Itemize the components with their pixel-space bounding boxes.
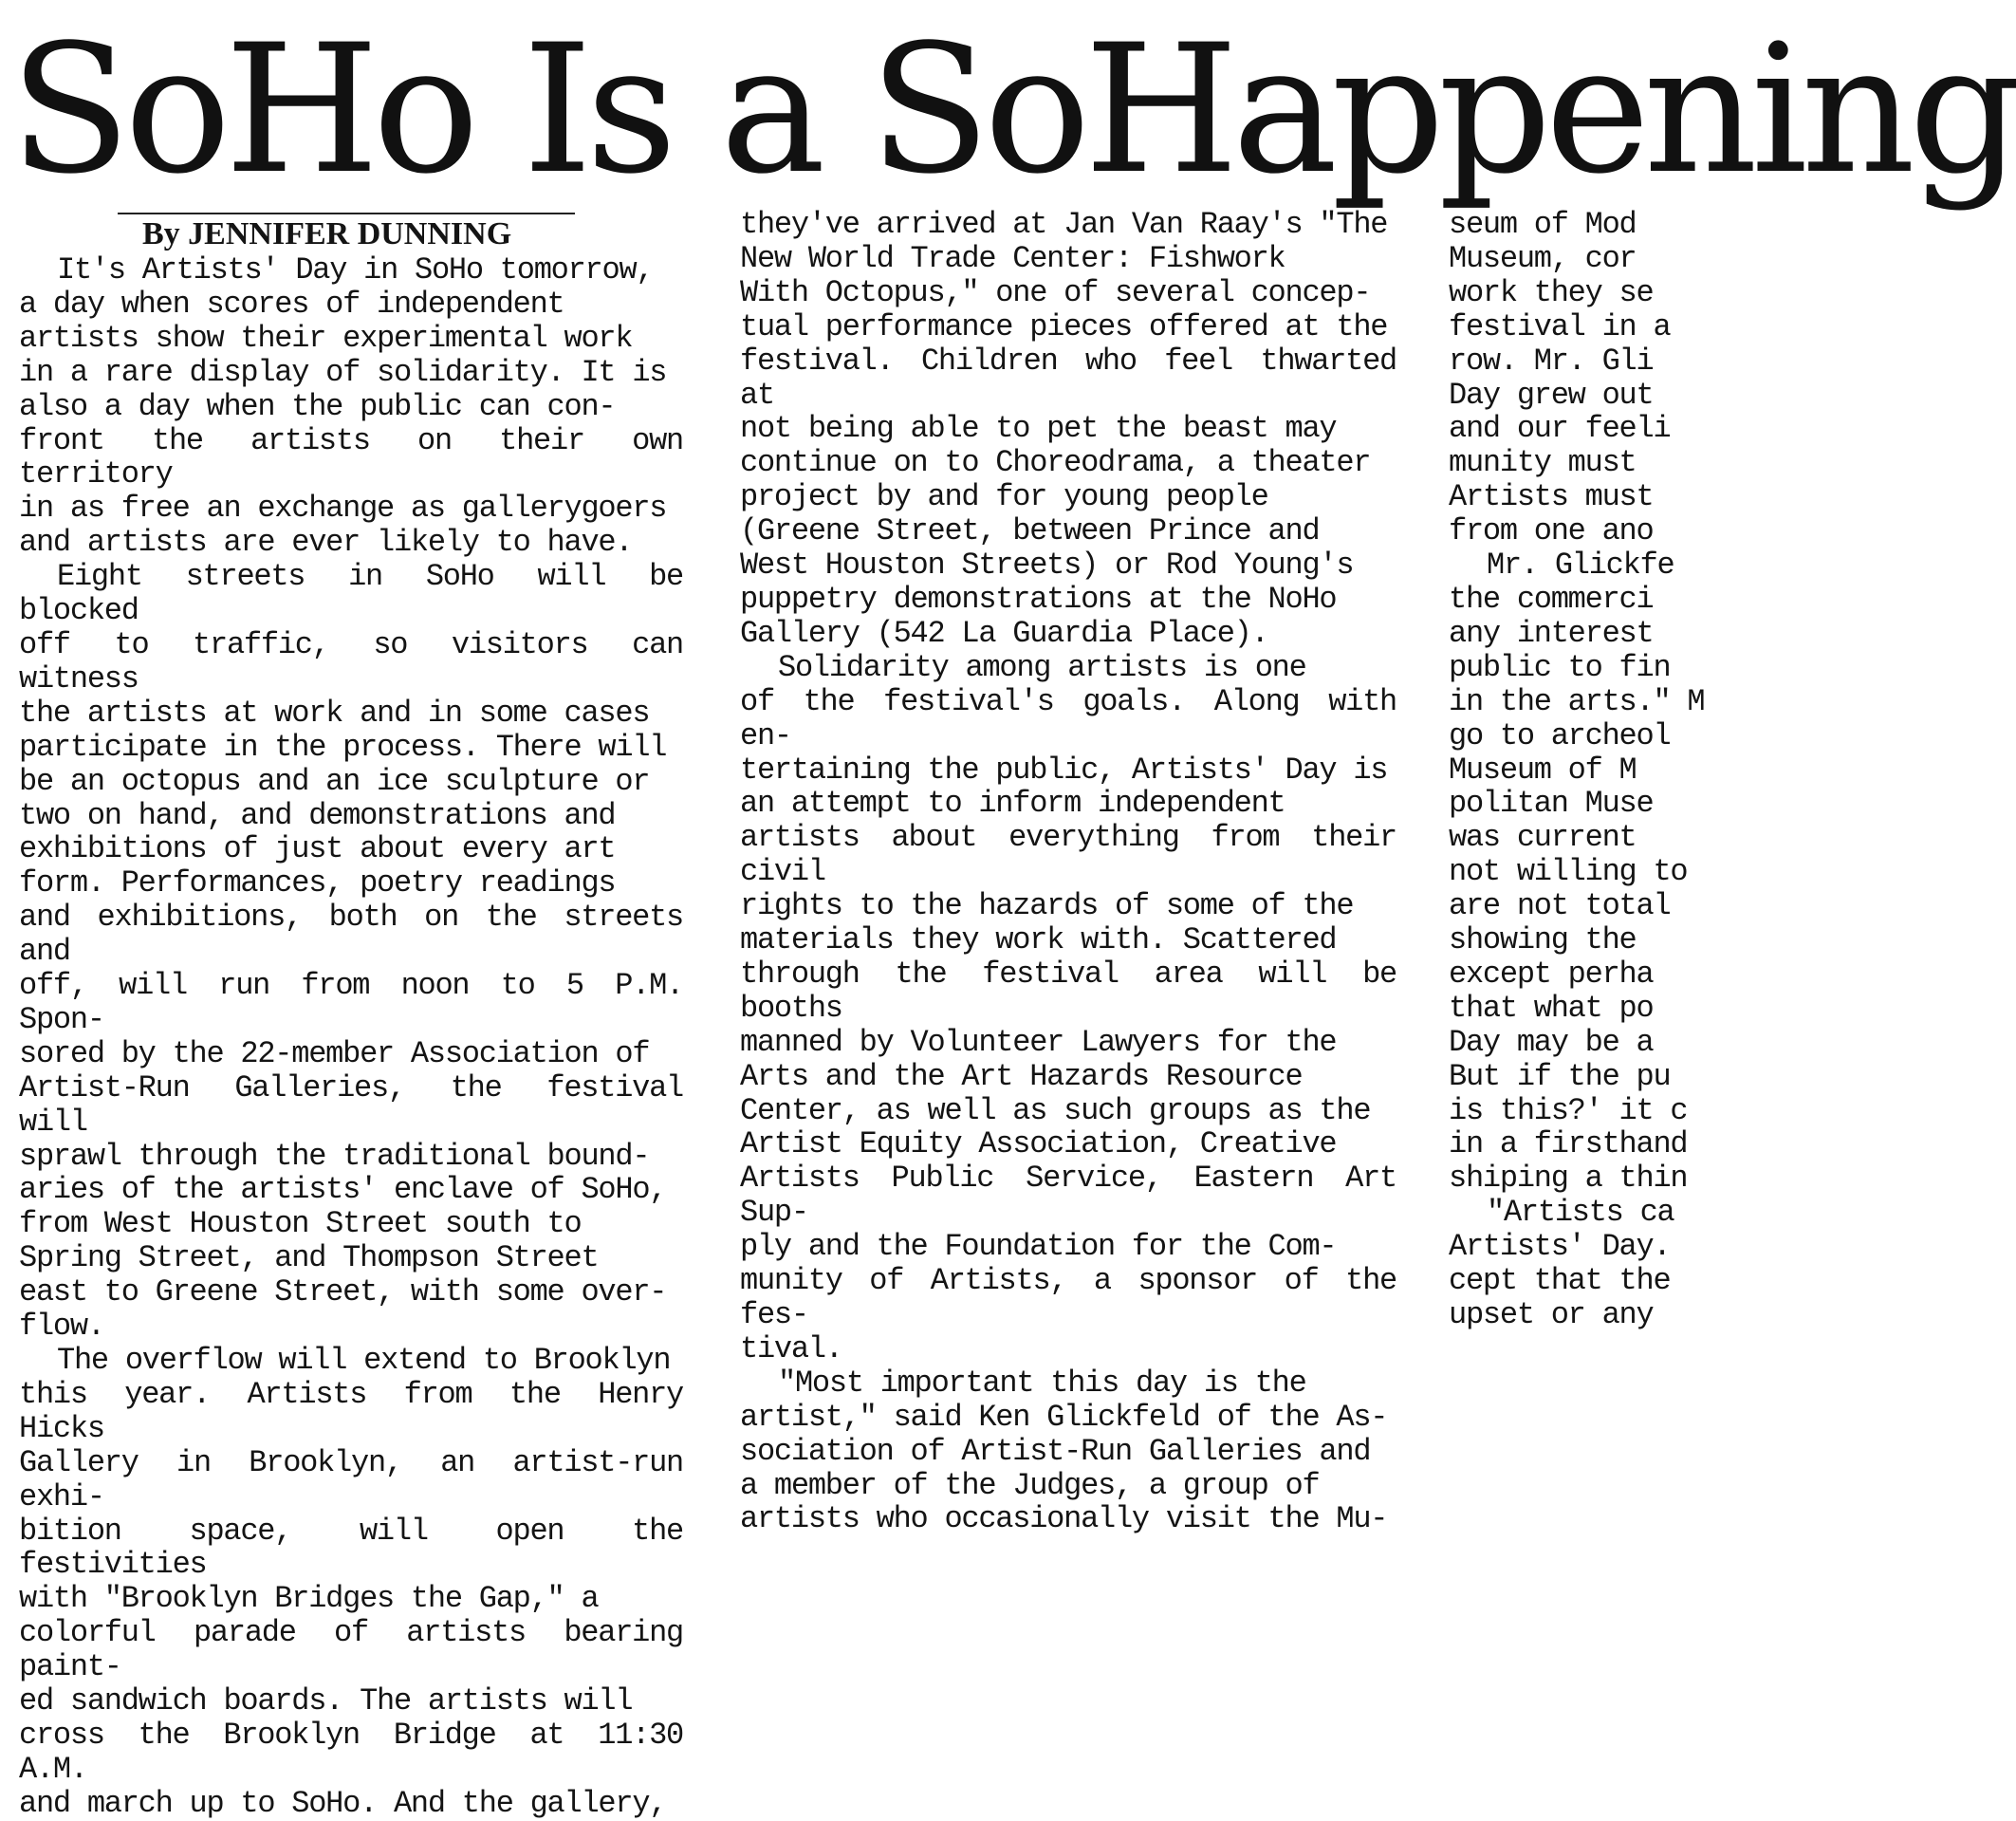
paragraph: Eight streets in SoHo will be blocked off to traffic, so visitors can witness the artists at work and in some cases participate in the process. There will be an octopus and an ice sculpture or two on hand, and demonstrations and exhibitions of just about every art form. Performances, poetry readings and exhibitions, both on the streets and off, will run from noon to 5 P.M. Spon- sored by the 22-member Association of Artist-Run Galleries, the festival will sprawl through the traditional bound- aries of the artists' enclave of SoHo, from West Houston Street south to Spring Street, and Thompson Street east to Greene Street, with some over- flow. xyxy=(19,559,683,1345)
paragraph: Mr. Glickfe the commerci any interest public to fin in the arts." M go to archeol Museum of M politan Muse was current not willing to are not total showing the except perha that what po Day may be a But if the pu is this?' it c in a firsthand shiping a thin xyxy=(1449,548,1705,1197)
paragraph: "Artists ca Artists' Day. cept that the upset or any xyxy=(1449,1195,1674,1332)
paragraph: they've arrived at Jan Van Raay's "The New World Trade Center: Fishwork With Octopus," one of several concep- tual performance pieces offered at the festival. Children who feel thwarted at not being able to pet the beast may continue on to Choreodrama, a theater project by and for young people (Greene Street, between Prince and West Houston Streets) or Rod Young's puppetry demonstrations at the NoHo Gallery (542 La Guardia Place). xyxy=(740,207,1396,651)
article-column-3 xyxy=(1449,207,1705,1394)
paragraph: seum of Mod Museum, cor work they se festival in a row. Mr. Gli Day grew out and our feeli munity must Artists must from one ano xyxy=(1449,207,1671,549)
paragraph: The overflow will extend to Brooklyn this year. Artists from the Henry Hicks Gallery in Brooklyn, an artist-run exhi- bition space, will open the festivities with "Brooklyn Bridges the Gap," a colorful parade of artists bearing paint- ed sandwich boards. The artists will cross the Brooklyn Bridge at 11:30 A.M. and march up to SoHo. And the gallery, xyxy=(19,1343,683,1821)
paragraph: "Most important this day is the artist," said Ken Glickfeld of the As- sociation of Artist-Run Galleries and a member of the Judges, a group of artists who occasionally visit the Mu- xyxy=(740,1365,1388,1537)
article-column-2 xyxy=(740,207,1396,1537)
headline: SoHo Is a SoHappening xyxy=(9,7,2016,214)
article-column-1 xyxy=(19,252,683,1821)
paragraph: Solidarity among artists is one of the festival's goals. Along with en- tertaining the public, Artists' Day is an attempt to inform independent artists about everything from their civil rights to the hazards of some of the materials they work with. Scattered through the festival area will be booths manned by Volunteer Lawyers for the Arts and the Art Hazards Resource Center, as well as such groups as the Artist Equity Association, Creative Artists Public Service, Eastern Art Sup- ply and the Foundation for the Com- munity of Artists, a sponsor of the fes- tival. xyxy=(740,649,1396,1366)
byline: By JENNIFER DUNNING xyxy=(142,216,512,251)
paragraph: It's Artists' Day in SoHo tomorrow, a day when scores of independent artists show their experimental work in a rare display of solidarity. It is also a day when the public can con- front the artists on their own territory in as free an exchange as gallerygoers and artists are ever likely to have. xyxy=(19,252,683,561)
